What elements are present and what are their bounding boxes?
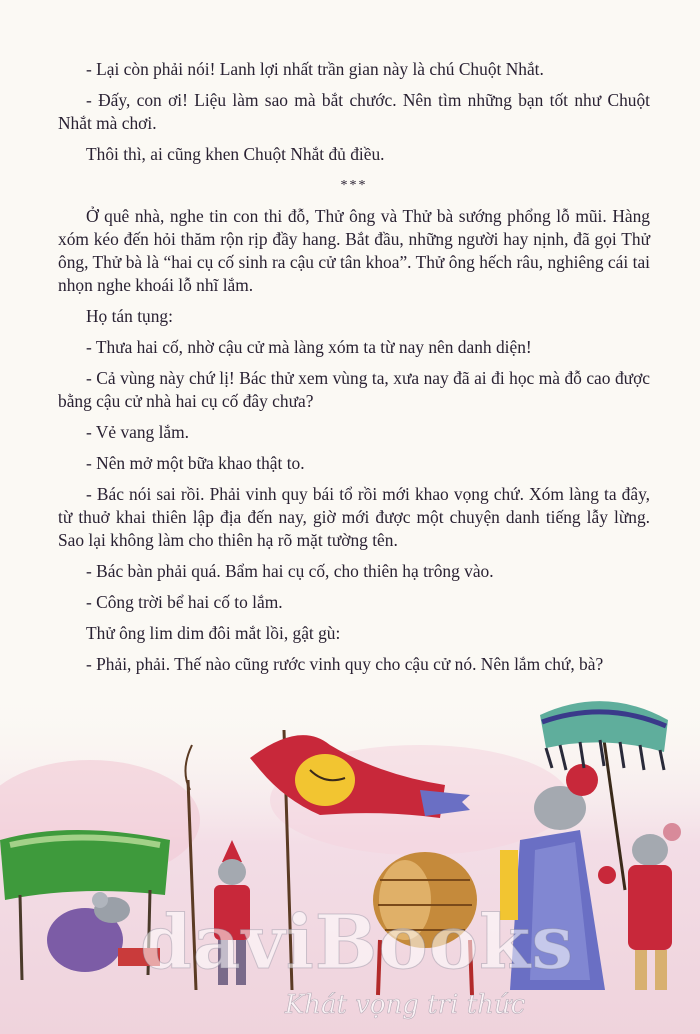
paragraph: - Bác nói sai rồi. Phải vinh quy bái tổ rồi mới khao vọng chứ. Xóm làng ta đây, từ thuở khai thiên lập địa đến nay, giờ mới được một chuyện danh tiếng lẫy lừng. Sao lại không làm cho thiên hạ rõ mặt tường tên. [58, 484, 650, 550]
paragraph: - Công trời bể hai cố to lắm. [86, 592, 283, 612]
story-text [58, 58, 650, 684]
paragraph: - Đấy, con ơi! Liệu làm sao mà bắt chước. Nên tìm những bạn tốt như Chuột Nhắt mà chơi. [58, 90, 650, 133]
paragraph: Thử ông lim dim đôi mắt lồi, gật gù: [86, 623, 341, 643]
section-separator: *** [340, 178, 368, 193]
paragraph: - Phải, phải. Thế nào cũng rước vinh quy cho cậu cử nó. Nên lắm chứ, bà? [86, 654, 604, 674]
publisher-slogan: Khát vọng tri thức [284, 990, 526, 1020]
paragraph: - Nên mở một bữa khao thật to. [86, 453, 305, 473]
paragraph: Họ tán tụng: [86, 306, 173, 326]
paragraph: - Thưa hai cố, nhờ cậu cử mà làng xóm ta từ nay nên danh diện! [86, 337, 532, 357]
paragraph: - Lại còn phải nói! Lanh lợi nhất trần gian này là chú Chuột Nhắt. [86, 59, 544, 79]
paragraph: Thôi thì, ai cũng khen Chuột Nhắt đủ điều. [86, 144, 385, 164]
paragraph: - Cả vùng này chứ lị! Bác thử xem vùng ta, xưa nay đã ai đi học mà đỗ cao được bằng cậu cử nhà hai cụ cố đây chưa? [58, 368, 650, 411]
paragraph: - Vẻ vang lắm. [86, 422, 190, 442]
paragraph: - Bác bàn phải quá. Bẩm hai cụ cố, cho thiên hạ trông vào. [86, 561, 494, 581]
paragraph: Ở quê nhà, nghe tin con thi đỗ, Thử ông và Thử bà sướng phổng lỗ mũi. Hàng xóm kéo đến hỏi thăm rộn rịp đầy hang. Bắt đầu, những người hay nịnh, đã gọi Thử ông, Thử bà là “hai cụ cố sinh ra cậu cử tân khoa”. Thử ông hếch râu, nghiêng cái tai nhọn nghe khoái lỗ nhĩ lắm. [58, 206, 650, 295]
publisher-watermark: daviBooks [140, 900, 574, 986]
